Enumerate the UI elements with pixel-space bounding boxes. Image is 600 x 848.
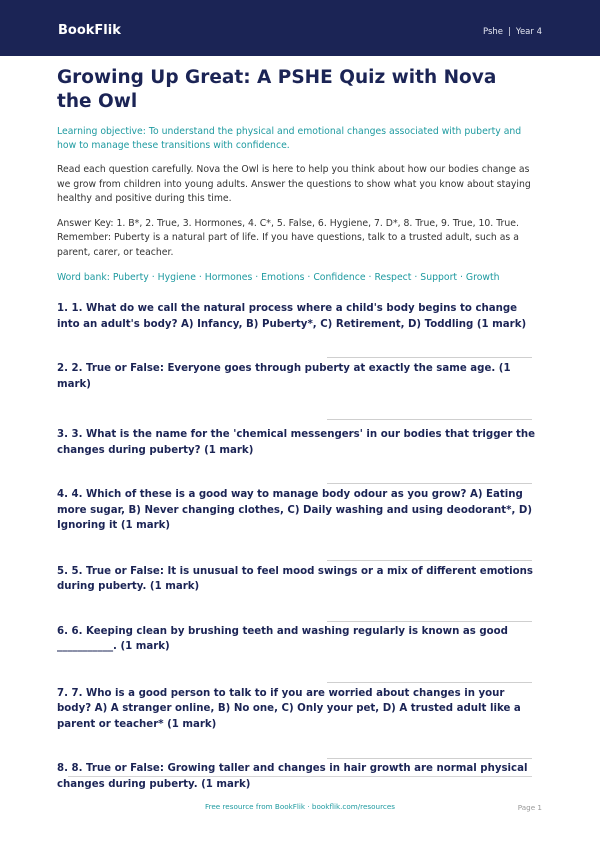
- answer-line[interactable]: [327, 758, 532, 759]
- question-5: 5. 5. True or False: It is unusual to feel mood swings or a mix of different emotions during puberty. (1 mark): [57, 565, 533, 592]
- header-separator: |: [508, 27, 511, 37]
- question-list: [57, 301, 537, 792]
- worksheet-content: [57, 66, 537, 792]
- subject-label: Pshe: [482, 27, 504, 37]
- word-bank: Word bank: Puberty · Hygiene · Hormones · Emotions · Confidence · Respect · Support · Growth: [57, 272, 500, 283]
- footer-divider: [68, 776, 532, 777]
- question-6: 6. 6. Keeping clean by brushing teeth and washing regularly is known as good ___________. (1 mark): [57, 625, 508, 652]
- question-7: 7. 7. Who is a good person to talk to if you are worried about changes in your body? A) A stranger online, B) No one, C) Only your pet, D) A trusted adult like a parent or teacher* (1 mark): [57, 687, 521, 730]
- year-label: Year 4: [515, 27, 542, 37]
- question-1: 1. 1. What do we call the natural process where a child's body begins to change into an adult's body? A) Infancy, B) Puberty*, C) Retirement, D) Toddling (1 mark): [57, 303, 527, 330]
- answer-line[interactable]: [327, 621, 532, 622]
- page-title: Growing Up Great: A PSHE Quiz with Nova the Owl: [57, 67, 497, 112]
- answer-line[interactable]: [327, 560, 532, 561]
- question-8: 8. 8. True or False: Growing taller and changes in hair growth are normal physical changes during puberty. (1 mark): [57, 763, 528, 790]
- question-4: 4. 4. Which of these is a good way to manage body odour as you grow? A) Eating more sugar, B) Never changing clothes, C) Daily washing and using deodorant*, D) Ignoring it (1 mark): [57, 489, 532, 531]
- page-number: Page 1: [517, 803, 542, 812]
- footer-link[interactable]: Free resource from BookFlik · bookflik.com/resources: [204, 802, 396, 811]
- question-2: 2. 2. True or False: Everyone goes through puberty at exactly the same age. (1 mark): [57, 363, 511, 390]
- answer-line[interactable]: [327, 357, 532, 358]
- intro-paragraph: Read each question carefully. Nova the Owl is here to help you think about how our bodies change as we grow from children into young adults. Answer the questions to show what you know about staying healthy and positive during this time.: [57, 164, 531, 204]
- answer-line[interactable]: [327, 682, 532, 683]
- header-meta: [483, 27, 542, 37]
- answer-line[interactable]: [327, 419, 532, 420]
- learning-objective: Learning objective: To understand the physical and emotional changes associated with puberty and how to manage these transitions with confidence.: [57, 126, 522, 151]
- page-header: [0, 0, 600, 56]
- question-3: 3. 3. What is the name for the 'chemical messengers' in our bodies that trigger the changes during puberty? (1 mark): [57, 429, 536, 456]
- answer-line[interactable]: [327, 483, 532, 484]
- brand-logo[interactable]: BookFlik: [58, 23, 121, 38]
- answer-key: Answer Key: 1. B*, 2. True, 3. Hormones, 4. C*, 5. False, 6. Hygiene, 7. D*, 8. True, 9. True, 10. True. Remember: Puberty is a natural part of life. If you have questions, talk to a trusted adult, such as a parent, carer, or teacher.: [57, 217, 519, 258]
